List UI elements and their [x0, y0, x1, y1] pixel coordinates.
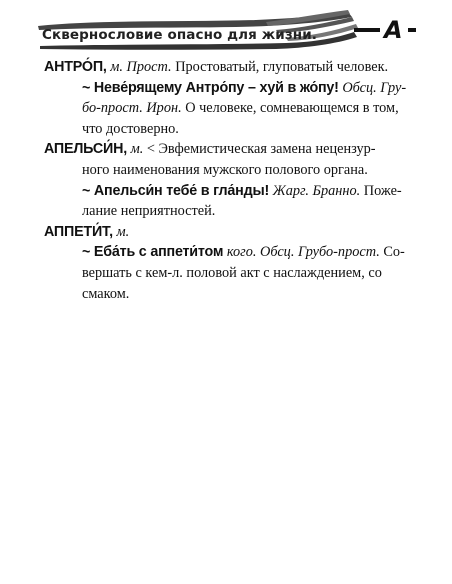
dictionary-entry: [44, 139, 416, 221]
phrase: ~ Неве́рящему Антро́пу – хуй в жо́пу!: [82, 79, 339, 96]
entry-line: [44, 181, 416, 202]
entry-line: [44, 284, 416, 305]
grammar-label: бо-прост. Ирон.: [82, 100, 182, 117]
definition-text: Поже-: [363, 182, 402, 199]
running-header-title: Сквернословие опасно для жизни.: [42, 27, 317, 43]
definition-text: Со-: [383, 244, 405, 261]
grammar-label: Обсц. Гру-: [342, 79, 407, 96]
definition-text: смаком.: [82, 285, 130, 302]
entry-line: [44, 222, 416, 243]
definition-text: вершать с кем-л. половой акт с наслаждением, со: [82, 264, 382, 281]
entry-headword: АППЕТИ́Т,: [44, 223, 113, 240]
definition-text: что достоверно.: [82, 120, 179, 137]
grammar-label: Жарг. Бранно.: [272, 182, 361, 199]
entry-line: [44, 201, 416, 222]
entry-headword: АНТРО́П,: [44, 59, 107, 75]
definition-text: ного наименования мужского полового органа.: [82, 161, 368, 178]
dictionary-entry: [44, 222, 416, 304]
phrase: ~ Еба́ть с аппети́том: [82, 244, 224, 261]
definition-text: лание неприятностей.: [82, 203, 216, 220]
entry-line: [44, 160, 416, 181]
entry-line: [44, 57, 416, 78]
entry-line: [44, 78, 416, 99]
page-header: [36, 8, 416, 52]
definition-text: О человеке, сомневающемся в том,: [185, 100, 399, 117]
entry-line: [44, 139, 416, 160]
entry-headword: АПЕЛЬСИ́Н,: [44, 141, 127, 158]
section-letter: А: [384, 16, 403, 44]
entry-line: [44, 263, 416, 284]
entry-line: [44, 119, 416, 140]
grammar-label: м.: [116, 223, 130, 240]
definition-text: Простоватый, глуповатый человек.: [175, 59, 389, 75]
grammar-label: м.: [130, 141, 144, 158]
phrase: ~ Апельси́н тебе́ в гла́нды!: [82, 182, 270, 199]
dictionary-entry: [44, 57, 416, 139]
dictionary-content: [44, 57, 416, 304]
entry-line: [44, 98, 416, 119]
grammar-label: м. Прост.: [110, 59, 172, 75]
grammar-label: кого. Обсц. Грубо-прост.: [226, 244, 380, 261]
definition-text: < Эвфемистическая замена нецензур-: [146, 141, 376, 158]
entry-line: [44, 242, 416, 263]
